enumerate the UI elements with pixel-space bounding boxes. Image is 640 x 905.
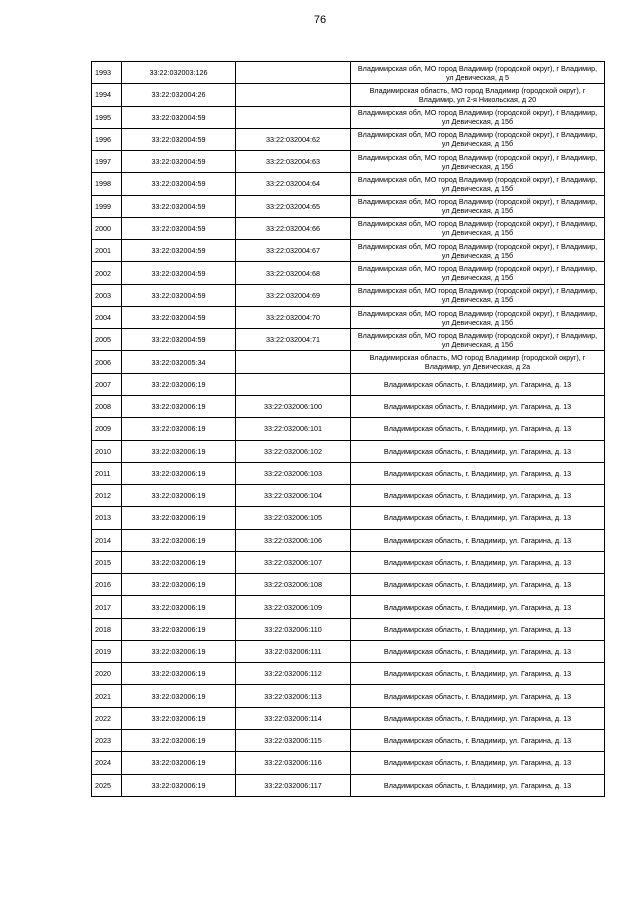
sub-cadastral-number-cell: 33:22:032006:115 xyxy=(236,729,351,751)
address-cell: Владимирская область, г. Владимир, ул. Гагарина, д. 13 xyxy=(351,752,605,774)
cadastral-number-cell: 33:22:032006:19 xyxy=(122,462,236,484)
table-row xyxy=(92,707,605,729)
table-row xyxy=(92,329,605,351)
address-cell: Владимирская обл, МО город Владимир (городской округ), г Владимир, ул Девическая, д 15б xyxy=(351,173,605,195)
sub-cadastral-number-cell: 33:22:032006:113 xyxy=(236,685,351,707)
table-row xyxy=(92,596,605,618)
cadastral-number-cell: 33:22:032006:19 xyxy=(122,529,236,551)
table-row xyxy=(92,217,605,239)
address-cell: Владимирская область, г. Владимир, ул. Гагарина, д. 13 xyxy=(351,485,605,507)
table-row xyxy=(92,240,605,262)
sub-cadastral-number-cell: 33:22:032006:102 xyxy=(236,440,351,462)
row-number-cell: 2010 xyxy=(92,440,122,462)
page-number: 76 xyxy=(313,14,327,26)
table-row xyxy=(92,128,605,150)
sub-cadastral-number-cell: 33:22:032004:66 xyxy=(236,217,351,239)
sub-cadastral-number-cell: 33:22:032004:67 xyxy=(236,240,351,262)
row-number-cell: 2021 xyxy=(92,685,122,707)
sub-cadastral-number-cell: 33:22:032004:70 xyxy=(236,306,351,328)
sub-cadastral-number-cell: 33:22:032006:101 xyxy=(236,418,351,440)
cadastral-number-cell: 33:22:032006:19 xyxy=(122,596,236,618)
address-cell: Владимирская область, г. Владимир, ул. Гагарина, д. 13 xyxy=(351,373,605,395)
sub-cadastral-number-cell: 33:22:032006:111 xyxy=(236,640,351,662)
row-number-cell: 2007 xyxy=(92,373,122,395)
sub-cadastral-number-cell: 33:22:032006:110 xyxy=(236,618,351,640)
address-cell: Владимирская область, г. Владимир, ул. Гагарина, д. 13 xyxy=(351,707,605,729)
cadastral-number-cell: 33:22:032004:59 xyxy=(122,173,236,195)
sub-cadastral-number-cell: 33:22:032006:112 xyxy=(236,663,351,685)
row-number-cell: 2006 xyxy=(92,351,122,373)
cadastral-number-cell: 33:22:032004:59 xyxy=(122,329,236,351)
sub-cadastral-number-cell: 33:22:032004:68 xyxy=(236,262,351,284)
row-number-cell: 2018 xyxy=(92,618,122,640)
row-number-cell: 2020 xyxy=(92,663,122,685)
sub-cadastral-number-cell: 33:22:032006:107 xyxy=(236,551,351,573)
table-row xyxy=(92,440,605,462)
cadastral-number-cell: 33:22:032004:59 xyxy=(122,306,236,328)
sub-cadastral-number-cell: 33:22:032006:100 xyxy=(236,395,351,417)
cadastral-number-cell: 33:22:032006:19 xyxy=(122,752,236,774)
cadastral-number-cell: 33:22:032006:19 xyxy=(122,663,236,685)
address-cell: Владимирская обл, МО город Владимир (городской округ), г Владимир, ул Девическая, д 15б xyxy=(351,240,605,262)
row-number-cell: 2012 xyxy=(92,485,122,507)
sub-cadastral-number-cell xyxy=(236,62,351,84)
address-cell: Владимирская область, г. Владимир, ул. Гагарина, д. 13 xyxy=(351,729,605,751)
cadastral-number-cell: 33:22:032006:19 xyxy=(122,574,236,596)
table-row xyxy=(92,752,605,774)
table-row xyxy=(92,151,605,173)
table-row xyxy=(92,685,605,707)
cadastral-number-cell: 33:22:032006:19 xyxy=(122,485,236,507)
address-cell: Владимирская область, МО город Владимир (городской округ), г Владимир, ул Девическая, д 2а xyxy=(351,351,605,373)
sub-cadastral-number-cell xyxy=(236,351,351,373)
table-row xyxy=(92,173,605,195)
sub-cadastral-number-cell: 33:22:032006:106 xyxy=(236,529,351,551)
table-row xyxy=(92,462,605,484)
sub-cadastral-number-cell: 33:22:032006:105 xyxy=(236,507,351,529)
table-row xyxy=(92,485,605,507)
cadastral-number-cell: 33:22:032004:59 xyxy=(122,284,236,306)
registry-table xyxy=(91,61,605,797)
cadastral-number-cell: 33:22:032003:126 xyxy=(122,62,236,84)
sub-cadastral-number-cell xyxy=(236,84,351,106)
cadastral-number-cell: 33:22:032004:59 xyxy=(122,217,236,239)
address-cell: Владимирская область, г. Владимир, ул. Гагарина, д. 13 xyxy=(351,640,605,662)
address-cell: Владимирская обл, МО город Владимир (городской округ), г Владимир, ул Девическая, д 15б xyxy=(351,262,605,284)
sub-cadastral-number-cell xyxy=(236,373,351,395)
address-cell: Владимирская область, г. Владимир, ул. Гагарина, д. 13 xyxy=(351,663,605,685)
row-number-cell: 1999 xyxy=(92,195,122,217)
row-number-cell: 2024 xyxy=(92,752,122,774)
cadastral-number-cell: 33:22:032005:34 xyxy=(122,351,236,373)
table-row xyxy=(92,507,605,529)
row-number-cell: 2023 xyxy=(92,729,122,751)
address-cell: Владимирская обл, МО город Владимир (городской округ), г Владимир, ул Девическая, д 15б xyxy=(351,151,605,173)
row-number-cell: 2004 xyxy=(92,306,122,328)
cadastral-number-cell: 33:22:032004:26 xyxy=(122,84,236,106)
sub-cadastral-number-cell xyxy=(236,106,351,128)
address-cell: Владимирская обл, МО город Владимир (городской округ), г Владимир, ул Девическая, д 15б xyxy=(351,195,605,217)
sub-cadastral-number-cell: 33:22:032004:64 xyxy=(236,173,351,195)
address-cell: Владимирская область, г. Владимир, ул. Гагарина, д. 13 xyxy=(351,774,605,796)
address-cell: Владимирская обл, МО город Владимир (городской округ), г Владимир, ул Девическая, д 15б xyxy=(351,284,605,306)
address-cell: Владимирская область, г. Владимир, ул. Гагарина, д. 13 xyxy=(351,574,605,596)
cadastral-number-cell: 33:22:032006:19 xyxy=(122,373,236,395)
cadastral-number-cell: 33:22:032004:59 xyxy=(122,240,236,262)
cadastral-number-cell: 33:22:032004:59 xyxy=(122,262,236,284)
sub-cadastral-number-cell: 33:22:032004:71 xyxy=(236,329,351,351)
table-row xyxy=(92,284,605,306)
sub-cadastral-number-cell: 33:22:032004:63 xyxy=(236,151,351,173)
address-cell: Владимирская обл, МО город Владимир (городской округ), г Владимир, ул Девическая, д 5 xyxy=(351,62,605,84)
row-number-cell: 2011 xyxy=(92,462,122,484)
sub-cadastral-number-cell: 33:22:032006:104 xyxy=(236,485,351,507)
cadastral-number-cell: 33:22:032006:19 xyxy=(122,418,236,440)
cadastral-number-cell: 33:22:032006:19 xyxy=(122,507,236,529)
table-row xyxy=(92,618,605,640)
row-number-cell: 1995 xyxy=(92,106,122,128)
row-number-cell: 2025 xyxy=(92,774,122,796)
cadastral-number-cell: 33:22:032006:19 xyxy=(122,774,236,796)
cadastral-number-cell: 33:22:032004:59 xyxy=(122,128,236,150)
table-row xyxy=(92,373,605,395)
table-row xyxy=(92,262,605,284)
sub-cadastral-number-cell: 33:22:032004:65 xyxy=(236,195,351,217)
table-row xyxy=(92,640,605,662)
table-row xyxy=(92,351,605,373)
row-number-cell: 2019 xyxy=(92,640,122,662)
sub-cadastral-number-cell: 33:22:032006:103 xyxy=(236,462,351,484)
row-number-cell: 1993 xyxy=(92,62,122,84)
table-row xyxy=(92,574,605,596)
table-row xyxy=(92,106,605,128)
cadastral-number-cell: 33:22:032006:19 xyxy=(122,618,236,640)
row-number-cell: 2008 xyxy=(92,395,122,417)
address-cell: Владимирская область, МО город Владимир (городской округ), г Владимир, ул 2-я Никольская, д 20 xyxy=(351,84,605,106)
cadastral-number-cell: 33:22:032006:19 xyxy=(122,707,236,729)
sub-cadastral-number-cell: 33:22:032004:62 xyxy=(236,128,351,150)
table-row xyxy=(92,729,605,751)
row-number-cell: 2000 xyxy=(92,217,122,239)
cadastral-number-cell: 33:22:032006:19 xyxy=(122,395,236,417)
cadastral-number-cell: 33:22:032006:19 xyxy=(122,729,236,751)
table-row xyxy=(92,395,605,417)
table-row xyxy=(92,529,605,551)
address-cell: Владимирская область, г. Владимир, ул. Гагарина, д. 13 xyxy=(351,596,605,618)
sub-cadastral-number-cell: 33:22:032006:108 xyxy=(236,574,351,596)
sub-cadastral-number-cell: 33:22:032006:117 xyxy=(236,774,351,796)
row-number-cell: 2002 xyxy=(92,262,122,284)
address-cell: Владимирская область, г. Владимир, ул. Гагарина, д. 13 xyxy=(351,618,605,640)
row-number-cell: 2017 xyxy=(92,596,122,618)
address-cell: Владимирская область, г. Владимир, ул. Гагарина, д. 13 xyxy=(351,529,605,551)
table-row xyxy=(92,62,605,84)
address-cell: Владимирская область, г. Владимир, ул. Гагарина, д. 13 xyxy=(351,440,605,462)
table-row xyxy=(92,418,605,440)
sub-cadastral-number-cell: 33:22:032006:114 xyxy=(236,707,351,729)
sub-cadastral-number-cell: 33:22:032006:109 xyxy=(236,596,351,618)
row-number-cell: 1996 xyxy=(92,128,122,150)
address-cell: Владимирская обл, МО город Владимир (городской округ), г Владимир, ул Девическая, д 15б xyxy=(351,128,605,150)
address-cell: Владимирская область, г. Владимир, ул. Гагарина, д. 13 xyxy=(351,685,605,707)
registry-table-body xyxy=(92,62,605,797)
cadastral-number-cell: 33:22:032006:19 xyxy=(122,685,236,707)
table-row xyxy=(92,551,605,573)
cadastral-number-cell: 33:22:032006:19 xyxy=(122,551,236,573)
table-row xyxy=(92,84,605,106)
cadastral-number-cell: 33:22:032004:59 xyxy=(122,195,236,217)
row-number-cell: 2013 xyxy=(92,507,122,529)
address-cell: Владимирская область, г. Владимир, ул. Гагарина, д. 13 xyxy=(351,418,605,440)
sub-cadastral-number-cell: 33:22:032004:69 xyxy=(236,284,351,306)
cadastral-number-cell: 33:22:032004:59 xyxy=(122,151,236,173)
address-cell: Владимирская обл, МО город Владимир (городской округ), г Владимир, ул Девическая, д 15б xyxy=(351,217,605,239)
address-cell: Владимирская область, г. Владимир, ул. Гагарина, д. 13 xyxy=(351,395,605,417)
cadastral-number-cell: 33:22:032006:19 xyxy=(122,640,236,662)
row-number-cell: 2001 xyxy=(92,240,122,262)
row-number-cell: 1998 xyxy=(92,173,122,195)
table-row xyxy=(92,306,605,328)
address-cell: Владимирская область, г. Владимир, ул. Гагарина, д. 13 xyxy=(351,551,605,573)
sub-cadastral-number-cell: 33:22:032006:116 xyxy=(236,752,351,774)
address-cell: Владимирская область, г. Владимир, ул. Гагарина, д. 13 xyxy=(351,507,605,529)
row-number-cell: 2016 xyxy=(92,574,122,596)
row-number-cell: 2015 xyxy=(92,551,122,573)
address-cell: Владимирская область, г. Владимир, ул. Гагарина, д. 13 xyxy=(351,462,605,484)
row-number-cell: 2009 xyxy=(92,418,122,440)
row-number-cell: 2003 xyxy=(92,284,122,306)
address-cell: Владимирская обл, МО город Владимир (городской округ), г Владимир, ул Девическая, д 15б xyxy=(351,306,605,328)
table-row xyxy=(92,774,605,796)
row-number-cell: 2022 xyxy=(92,707,122,729)
table-row xyxy=(92,663,605,685)
cadastral-number-cell: 33:22:032004:59 xyxy=(122,106,236,128)
address-cell: Владимирская обл, МО город Владимир (городской округ), г Владимир, ул Девическая, д 15б xyxy=(351,106,605,128)
cadastral-number-cell: 33:22:032006:19 xyxy=(122,440,236,462)
row-number-cell: 2014 xyxy=(92,529,122,551)
row-number-cell: 2005 xyxy=(92,329,122,351)
table-row xyxy=(92,195,605,217)
address-cell: Владимирская обл, МО город Владимир (городской округ), г Владимир, ул Девическая, д 15б xyxy=(351,329,605,351)
row-number-cell: 1997 xyxy=(92,151,122,173)
row-number-cell: 1994 xyxy=(92,84,122,106)
